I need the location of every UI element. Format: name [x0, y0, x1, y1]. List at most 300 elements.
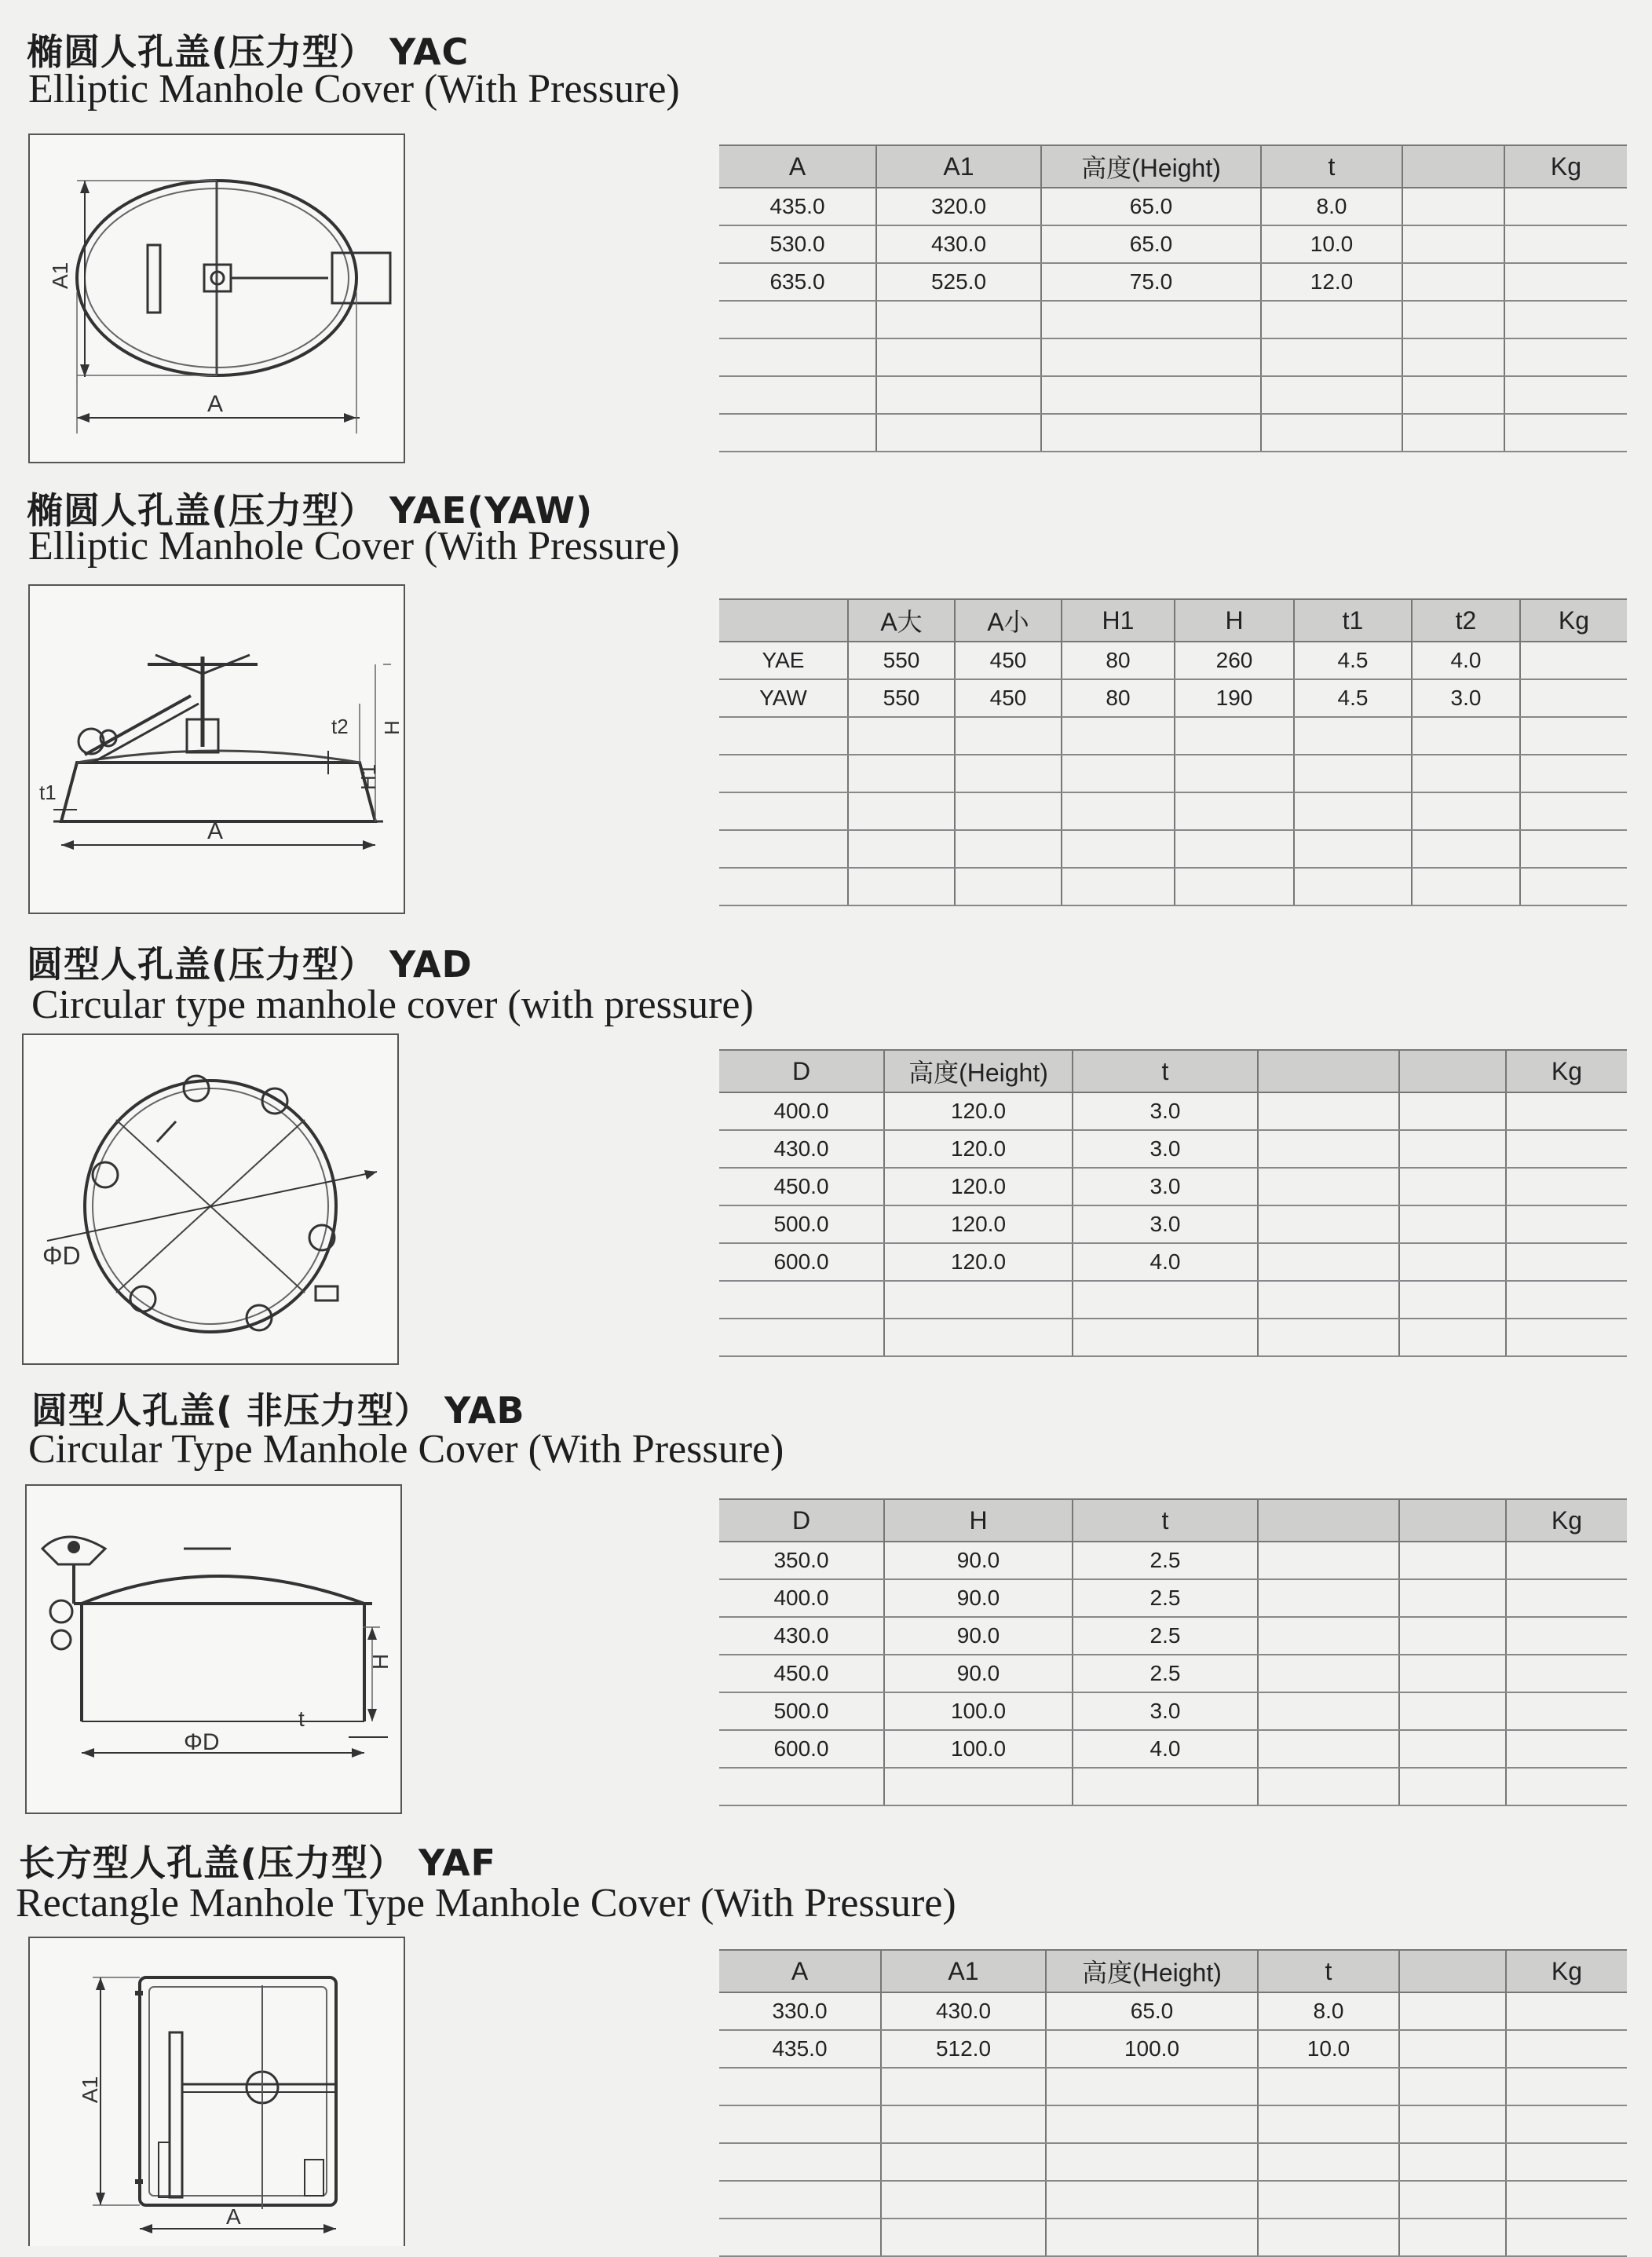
table-cell: 260	[1175, 642, 1294, 679]
table-cell	[1258, 2219, 1399, 2256]
column-header	[1399, 1950, 1506, 1992]
table-cell	[719, 1319, 884, 1356]
table-cell	[1062, 792, 1175, 830]
spec-table-yab	[719, 1498, 1627, 1806]
table-cell	[1399, 1168, 1506, 1205]
table-cell	[1412, 717, 1520, 755]
table-cell	[881, 2143, 1046, 2181]
table-cell: 90.0	[884, 1617, 1073, 1655]
column-header: A1	[881, 1950, 1046, 1992]
table-cell	[719, 717, 848, 755]
section-title-cn: 圆型人孔盖( 非压力型） YAB	[31, 1389, 525, 1432]
section-title-en: Circular type manhole cover (with pressure)	[31, 982, 754, 1027]
table-cell	[1402, 188, 1504, 225]
table-cell: YAE	[719, 642, 848, 679]
column-header: H	[884, 1499, 1073, 1542]
table-cell	[1175, 717, 1294, 755]
table-cell	[1506, 1579, 1627, 1617]
table-cell	[1261, 338, 1402, 376]
table-cell	[719, 301, 876, 338]
table-cell: 550	[848, 642, 955, 679]
table-row	[719, 1092, 1627, 1130]
table-cell	[1520, 717, 1627, 755]
dim-label-h: H	[368, 1653, 393, 1670]
table-cell	[719, 338, 876, 376]
table-cell	[719, 1281, 884, 1319]
spec-table-yaf	[719, 1949, 1627, 2257]
table-cell	[1258, 1542, 1399, 1579]
table-cell	[1294, 755, 1412, 792]
table-cell	[955, 755, 1062, 792]
spec-table-yac	[719, 144, 1627, 452]
table-row	[719, 1243, 1627, 1281]
table-row	[719, 1692, 1627, 1730]
table-cell	[1399, 1130, 1506, 1168]
table-cell: 100.0	[884, 1692, 1073, 1730]
dim-label-h1: H1	[356, 763, 380, 790]
table-cell	[955, 830, 1062, 868]
table-cell	[1506, 1205, 1627, 1243]
table-row	[719, 263, 1627, 301]
table-cell	[1399, 1243, 1506, 1281]
table-cell	[1520, 755, 1627, 792]
table-cell: 3.0	[1073, 1092, 1258, 1130]
table-cell	[1506, 1542, 1627, 1579]
elliptic-pressure-cover-diagram	[28, 584, 405, 914]
table-cell: 600.0	[719, 1243, 884, 1281]
table-cell	[1261, 301, 1402, 338]
table-row	[719, 376, 1627, 414]
table-cell: 430.0	[719, 1617, 884, 1655]
table-cell	[884, 1281, 1073, 1319]
table-cell	[1062, 830, 1175, 868]
column-header: t	[1258, 1950, 1399, 1992]
section-title-en: Circular Type Manhole Cover (With Pressure)	[28, 1427, 784, 1472]
table-cell: 80	[1062, 642, 1175, 679]
table-row	[719, 1655, 1627, 1692]
table-cell	[1506, 2068, 1627, 2105]
table-cell: 100.0	[884, 1730, 1073, 1768]
table-cell	[1506, 2105, 1627, 2143]
table-cell	[1062, 717, 1175, 755]
section-title-cn: 椭圆人孔盖(压力型） YAC	[27, 31, 470, 73]
table-cell: 80	[1062, 679, 1175, 717]
table-cell: 90.0	[884, 1579, 1073, 1617]
table-cell	[1258, 1168, 1399, 1205]
table-cell	[719, 376, 876, 414]
section-title-cn: 椭圆人孔盖(压力型） YAE(YAW)	[27, 489, 594, 532]
column-header: H	[1175, 599, 1294, 642]
table-cell	[1412, 792, 1520, 830]
table-cell	[1412, 755, 1520, 792]
table-cell: 525.0	[876, 263, 1041, 301]
table-cell	[1506, 2219, 1627, 2256]
table-row	[719, 2143, 1627, 2181]
table-cell: YAW	[719, 679, 848, 717]
table-cell	[1399, 1579, 1506, 1617]
section-title-en: Rectangle Manhole Type Manhole Cover (With Pressure)	[16, 1881, 956, 1926]
table-cell: 2.5	[1073, 1542, 1258, 1579]
table-cell	[1520, 830, 1627, 868]
column-header: t	[1261, 145, 1402, 188]
table-row	[719, 755, 1627, 792]
table-cell	[955, 792, 1062, 830]
table-cell: 120.0	[884, 1243, 1073, 1281]
table-cell	[1506, 2030, 1627, 2068]
table-cell: 4.5	[1294, 642, 1412, 679]
table-cell	[1402, 225, 1504, 263]
table-row	[719, 2105, 1627, 2143]
table-cell	[1399, 1205, 1506, 1243]
table-cell	[848, 792, 955, 830]
table-cell	[1175, 755, 1294, 792]
table-cell	[1041, 301, 1261, 338]
table-cell	[1402, 301, 1504, 338]
table-cell	[1506, 1243, 1627, 1281]
table-cell: 600.0	[719, 1730, 884, 1768]
column-header: Kg	[1506, 1499, 1627, 1542]
table-cell	[1504, 301, 1627, 338]
table-cell	[719, 2143, 881, 2181]
table-cell	[1506, 1655, 1627, 1692]
table-row	[719, 642, 1627, 679]
table-row	[719, 1281, 1627, 1319]
table-cell	[1399, 1992, 1506, 2030]
dim-label-h: H	[380, 720, 404, 735]
section-title-cn: 圆型人孔盖(压力型） YAD	[27, 943, 473, 986]
table-cell	[1506, 2143, 1627, 2181]
table-cell	[1073, 1281, 1258, 1319]
table-cell: 2.5	[1073, 1617, 1258, 1655]
table-cell	[719, 2181, 881, 2219]
column-header	[1399, 1050, 1506, 1092]
table-cell: 65.0	[1046, 1992, 1258, 2030]
table-row	[719, 188, 1627, 225]
section-title-en: Elliptic Manhole Cover (With Pressure)	[28, 524, 680, 569]
dim-label-t2: t2	[331, 715, 349, 738]
table-cell: 430.0	[876, 225, 1041, 263]
table-cell	[1046, 2219, 1258, 2256]
table-cell	[881, 2068, 1046, 2105]
column-header: A	[719, 1950, 881, 1992]
dim-label-t1: t1	[39, 781, 57, 804]
table-cell: 400.0	[719, 1092, 884, 1130]
circular-nonpressure-cover-diagram	[25, 1484, 402, 1814]
table-cell	[1506, 1168, 1627, 1205]
table-row	[719, 717, 1627, 755]
column-header	[1258, 1499, 1399, 1542]
table-cell	[1520, 868, 1627, 905]
table-cell	[1504, 414, 1627, 452]
elliptic-cover-diagram	[28, 134, 405, 463]
table-cell	[719, 2219, 881, 2256]
table-row	[719, 792, 1627, 830]
table-cell: 3.0	[1073, 1130, 1258, 1168]
table-row	[719, 1617, 1627, 1655]
table-cell: 512.0	[881, 2030, 1046, 2068]
table-cell	[1399, 1617, 1506, 1655]
circular-cover-diagram	[22, 1033, 399, 1365]
table-cell	[884, 1319, 1073, 1356]
column-header	[1258, 1050, 1399, 1092]
table-cell: 500.0	[719, 1692, 884, 1730]
table-cell	[1294, 830, 1412, 868]
table-cell	[1258, 2105, 1399, 2143]
table-cell: 320.0	[876, 188, 1041, 225]
column-header: 高度(Height)	[1041, 145, 1261, 188]
table-row	[719, 2030, 1627, 2068]
table-cell	[1399, 1655, 1506, 1692]
table-cell	[1504, 338, 1627, 376]
table-cell	[1506, 1319, 1627, 1356]
table-cell	[1046, 2143, 1258, 2181]
table-cell: 65.0	[1041, 225, 1261, 263]
table-cell	[1402, 376, 1504, 414]
table-cell	[876, 301, 1041, 338]
table-cell	[1258, 1579, 1399, 1617]
column-header: H1	[1062, 599, 1175, 642]
table-cell	[719, 2105, 881, 2143]
table-cell	[1073, 1768, 1258, 1805]
table-cell: 500.0	[719, 1205, 884, 1243]
table-cell	[1506, 2181, 1627, 2219]
table-cell	[719, 830, 848, 868]
table-cell	[1520, 792, 1627, 830]
table-row	[719, 2219, 1627, 2256]
table-row	[719, 1730, 1627, 1768]
table-cell	[1399, 1281, 1506, 1319]
table-cell: 3.0	[1073, 1205, 1258, 1243]
table-cell: 530.0	[719, 225, 876, 263]
table-cell	[1261, 414, 1402, 452]
table-cell: 430.0	[881, 1992, 1046, 2030]
table-cell: 435.0	[719, 188, 876, 225]
table-row	[719, 1768, 1627, 1805]
table-cell	[1402, 263, 1504, 301]
table-cell	[1412, 868, 1520, 905]
table-cell: 75.0	[1041, 263, 1261, 301]
table-cell	[1175, 868, 1294, 905]
dim-label-a: A	[207, 818, 224, 844]
table-row	[719, 830, 1627, 868]
table-cell: 435.0	[719, 2030, 881, 2068]
table-cell: 450.0	[719, 1655, 884, 1692]
column-header	[719, 599, 848, 642]
table-cell	[719, 2068, 881, 2105]
table-cell: 4.5	[1294, 679, 1412, 717]
table-cell: 8.0	[1258, 1992, 1399, 2030]
table-row	[719, 2181, 1627, 2219]
table-cell	[1399, 2181, 1506, 2219]
table-cell: 3.0	[1073, 1692, 1258, 1730]
table-cell: 90.0	[884, 1542, 1073, 1579]
table-cell	[1399, 2068, 1506, 2105]
table-cell: 190	[1175, 679, 1294, 717]
column-header: D	[719, 1499, 884, 1542]
table-cell: 10.0	[1261, 225, 1402, 263]
table-cell: 2.5	[1073, 1579, 1258, 1617]
table-cell	[719, 868, 848, 905]
table-cell	[719, 755, 848, 792]
table-cell: 4.0	[1073, 1243, 1258, 1281]
table-row	[719, 1992, 1627, 2030]
table-cell: 4.0	[1412, 642, 1520, 679]
table-row	[719, 1130, 1627, 1168]
table-row	[719, 301, 1627, 338]
column-header: 高度(Height)	[884, 1050, 1073, 1092]
dim-label-a: A	[207, 391, 224, 417]
table-cell	[1062, 868, 1175, 905]
table-cell	[1294, 717, 1412, 755]
column-header: t	[1073, 1050, 1258, 1092]
table-cell	[1506, 1617, 1627, 1655]
table-cell	[1294, 792, 1412, 830]
column-header: 高度(Height)	[1046, 1950, 1258, 1992]
column-header: t2	[1412, 599, 1520, 642]
table-cell	[1258, 1617, 1399, 1655]
table-cell	[1041, 414, 1261, 452]
column-header: A	[719, 145, 876, 188]
table-cell: 330.0	[719, 1992, 881, 2030]
table-cell	[1294, 868, 1412, 905]
table-cell	[1506, 1768, 1627, 1805]
dim-label-a1: A1	[78, 2076, 102, 2103]
table-cell: 120.0	[884, 1168, 1073, 1205]
column-header: Kg	[1506, 1950, 1627, 1992]
table-cell	[1062, 755, 1175, 792]
column-header: t1	[1294, 599, 1412, 642]
table-cell	[848, 717, 955, 755]
dim-label-diameter: ΦD	[184, 1729, 220, 1755]
table-cell: 400.0	[719, 1579, 884, 1617]
section-title-cn: 长方型人孔盖(压力型） YAF	[19, 1842, 496, 1884]
table-cell	[1399, 1730, 1506, 1768]
table-cell	[1504, 188, 1627, 225]
table-cell: 120.0	[884, 1205, 1073, 1243]
table-row	[719, 679, 1627, 717]
table-cell: 430.0	[719, 1130, 884, 1168]
table-row	[719, 1205, 1627, 1243]
column-header	[1402, 145, 1504, 188]
table-cell	[1258, 1655, 1399, 1692]
table-cell	[719, 792, 848, 830]
column-header: A大	[848, 599, 955, 642]
table-row	[719, 1542, 1627, 1579]
table-cell	[1412, 830, 1520, 868]
table-cell	[1520, 642, 1627, 679]
table-cell	[1046, 2181, 1258, 2219]
table-cell	[848, 755, 955, 792]
table-cell	[1258, 1092, 1399, 1130]
table-cell	[1258, 1768, 1399, 1805]
table-row	[719, 1579, 1627, 1617]
table-cell	[1402, 338, 1504, 376]
table-cell	[1506, 1992, 1627, 2030]
table-cell: 3.0	[1412, 679, 1520, 717]
table-cell	[1258, 1243, 1399, 1281]
rectangle-cover-diagram	[28, 1937, 405, 2246]
table-cell: 635.0	[719, 263, 876, 301]
table-cell	[1399, 1542, 1506, 1579]
table-cell	[1041, 338, 1261, 376]
table-cell	[1399, 1319, 1506, 1356]
spec-table-yae	[719, 598, 1627, 906]
table-cell: 90.0	[884, 1655, 1073, 1692]
table-cell: 12.0	[1261, 263, 1402, 301]
table-cell	[1506, 1730, 1627, 1768]
table-cell	[1504, 376, 1627, 414]
table-cell	[955, 717, 1062, 755]
table-cell	[1073, 1319, 1258, 1356]
table-cell: 10.0	[1258, 2030, 1399, 2068]
table-cell: 65.0	[1041, 188, 1261, 225]
table-cell	[881, 2181, 1046, 2219]
table-cell: 450.0	[719, 1168, 884, 1205]
table-cell	[1258, 1692, 1399, 1730]
table-cell	[1175, 830, 1294, 868]
table-cell	[881, 2105, 1046, 2143]
table-cell: 450	[955, 679, 1062, 717]
table-cell	[1504, 225, 1627, 263]
table-cell: 4.0	[1073, 1730, 1258, 1768]
table-cell: 8.0	[1261, 188, 1402, 225]
table-row	[719, 868, 1627, 905]
table-cell	[1399, 1092, 1506, 1130]
column-header: t	[1073, 1499, 1258, 1542]
table-cell	[876, 338, 1041, 376]
table-cell	[1258, 2068, 1399, 2105]
column-header: A1	[876, 145, 1041, 188]
table-cell	[1504, 263, 1627, 301]
table-cell	[1506, 1281, 1627, 1319]
table-cell	[955, 868, 1062, 905]
table-cell: 550	[848, 679, 955, 717]
column-header: A小	[955, 599, 1062, 642]
table-cell: 120.0	[884, 1130, 1073, 1168]
dim-label-a: A	[226, 2204, 241, 2229]
table-cell	[719, 414, 876, 452]
table-cell	[1399, 2219, 1506, 2256]
table-cell	[848, 830, 955, 868]
table-cell	[884, 1768, 1073, 1805]
table-row	[719, 225, 1627, 263]
table-cell	[876, 376, 1041, 414]
table-cell	[1399, 1768, 1506, 1805]
table-row	[719, 1168, 1627, 1205]
dim-label-t: t	[298, 1706, 305, 1731]
table-cell	[1402, 414, 1504, 452]
table-cell	[1506, 1092, 1627, 1130]
column-header: Kg	[1506, 1050, 1627, 1092]
table-cell	[1258, 1319, 1399, 1356]
table-cell	[1258, 2181, 1399, 2219]
table-cell	[1258, 2143, 1399, 2181]
table-cell: 3.0	[1073, 1168, 1258, 1205]
dim-label-a1: A1	[48, 262, 72, 289]
table-cell	[1506, 1130, 1627, 1168]
table-cell	[719, 1768, 884, 1805]
column-header: Kg	[1504, 145, 1627, 188]
table-cell	[1399, 1692, 1506, 1730]
table-row	[719, 338, 1627, 376]
table-cell: 350.0	[719, 1542, 884, 1579]
table-cell	[848, 868, 955, 905]
spec-table-yad	[719, 1049, 1627, 1357]
column-header	[1399, 1499, 1506, 1542]
column-header: Kg	[1520, 599, 1627, 642]
table-cell	[1520, 679, 1627, 717]
table-cell	[1506, 1692, 1627, 1730]
